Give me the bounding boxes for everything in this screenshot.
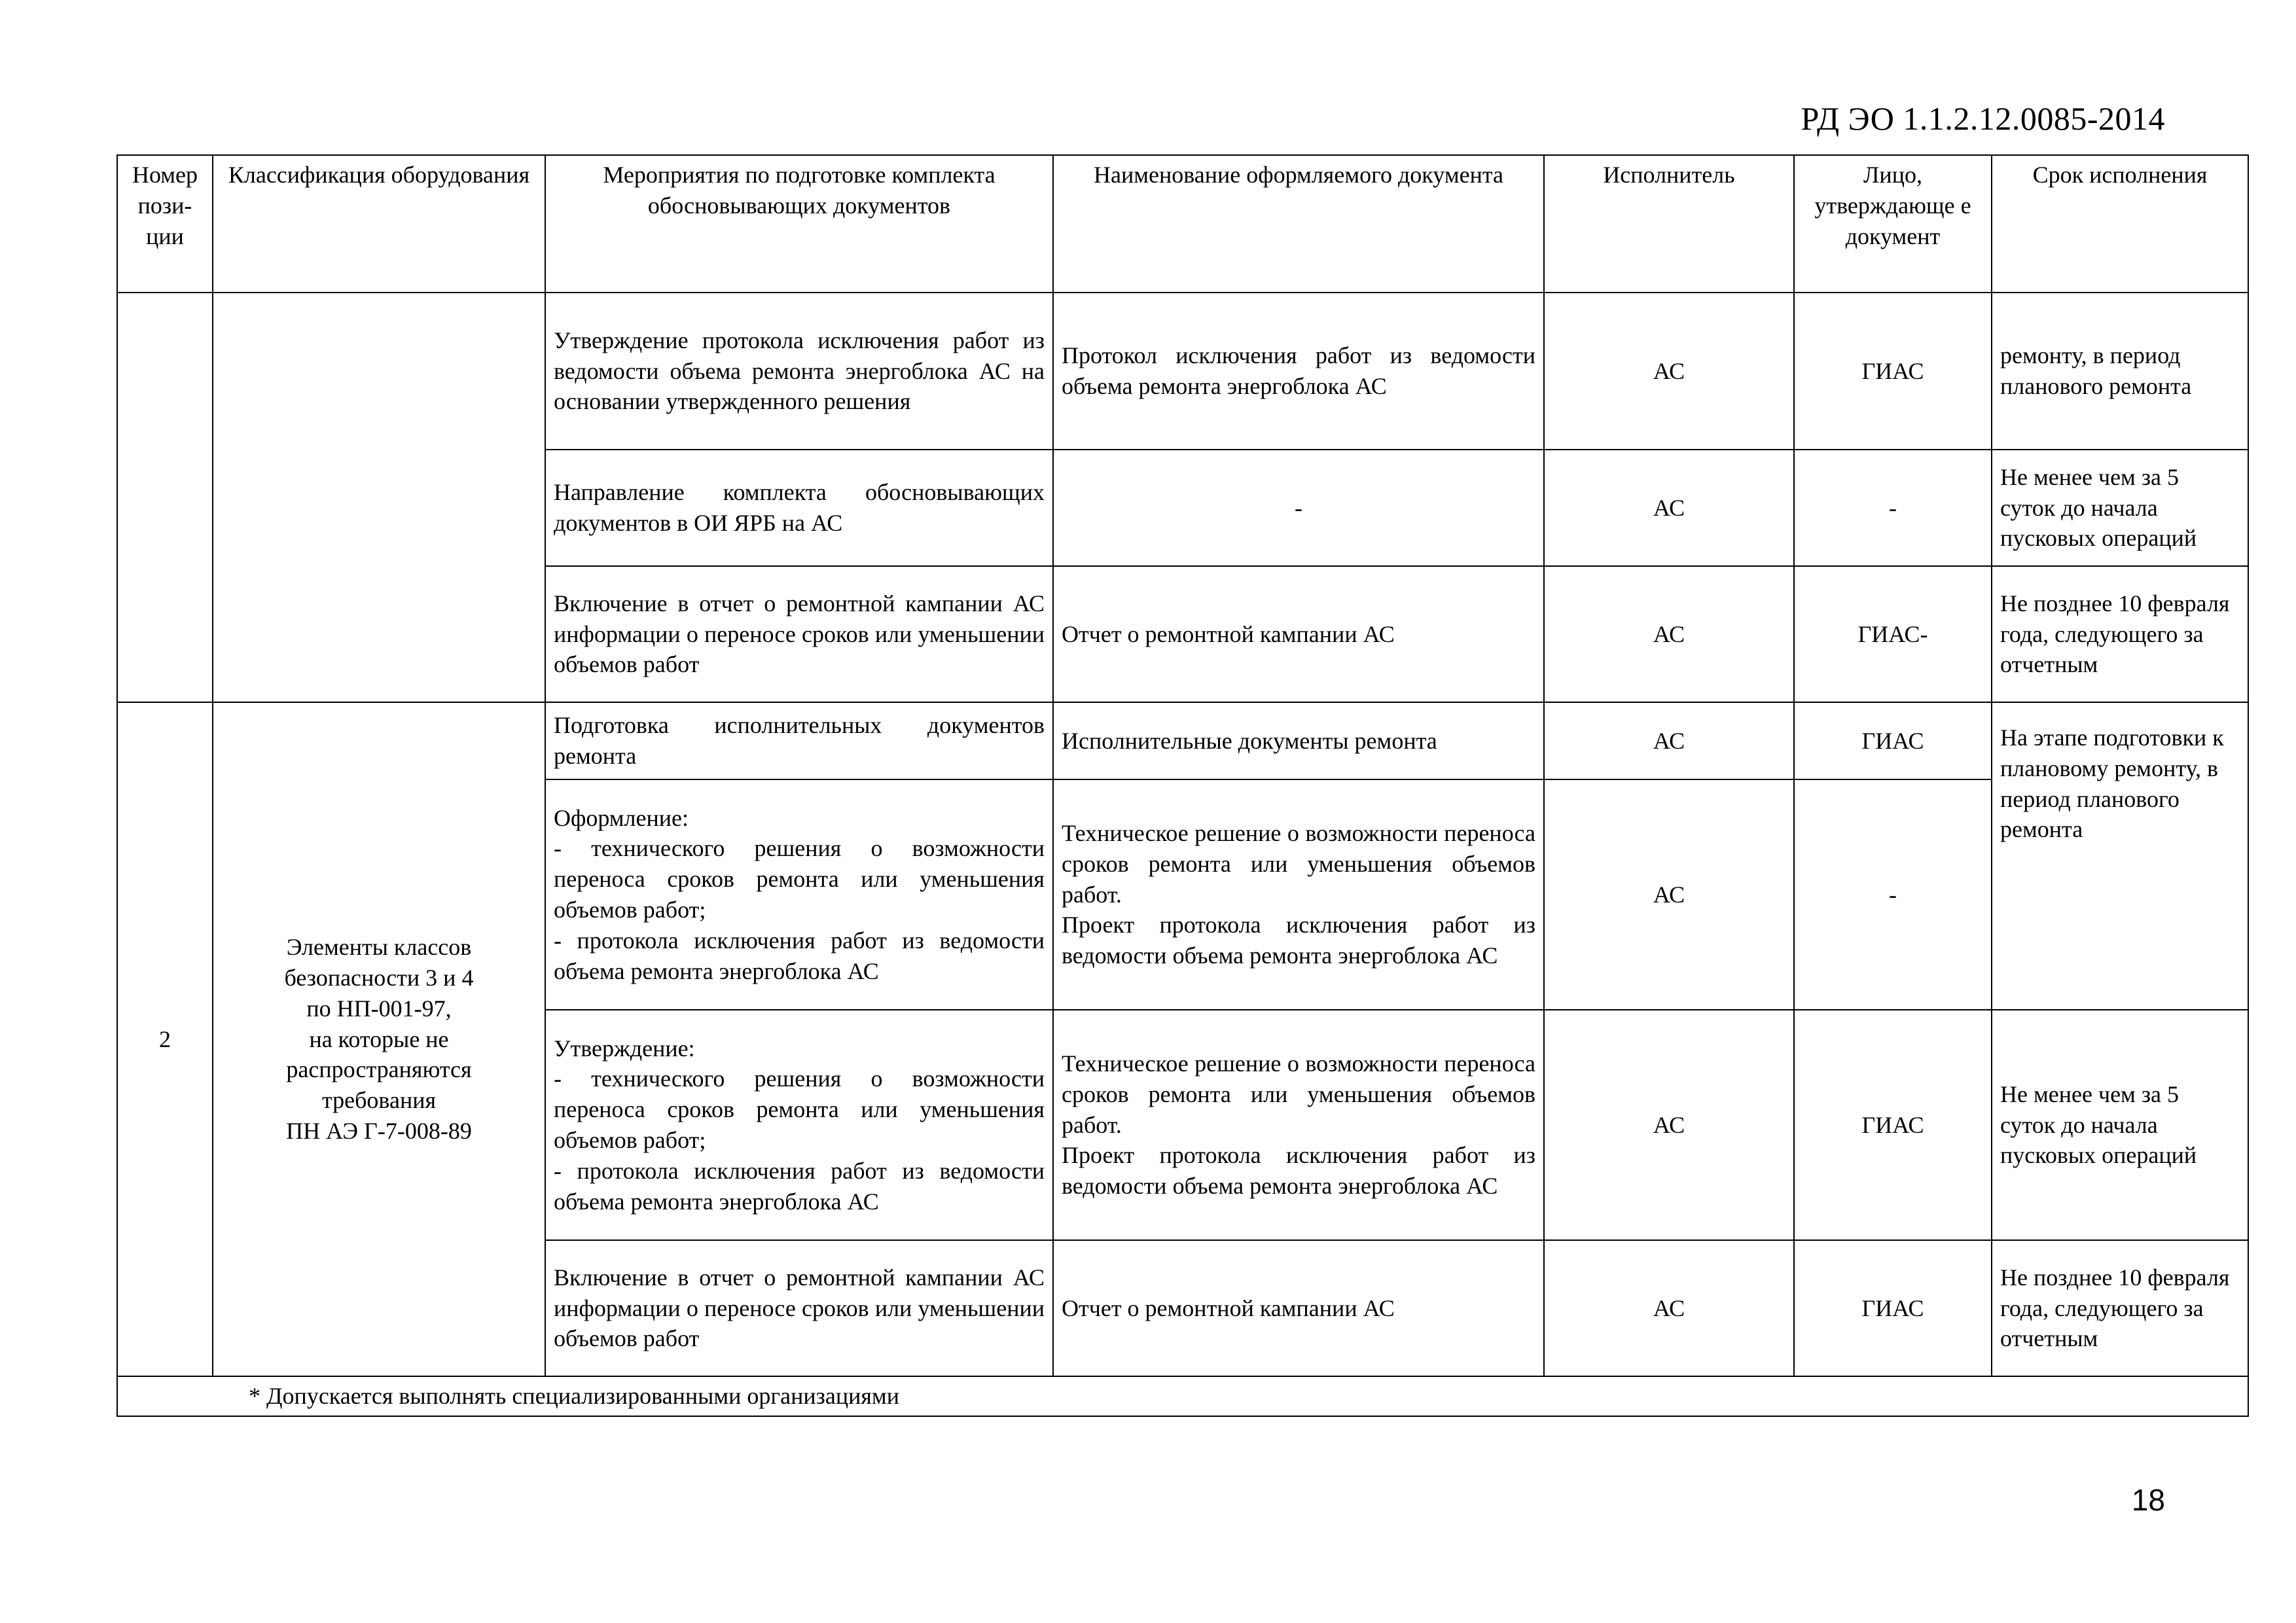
- document-item: Проект протокола исключения работ из ведомости объема ремонта энергоблока АС: [1062, 912, 1535, 969]
- footnote: * Допускается выполнять специализированными организациями: [117, 1376, 2248, 1416]
- activity-cell: Подготовка исполнительных документов ремонта: [545, 702, 1053, 779]
- approver-cell: ГИАС: [1794, 1010, 1992, 1240]
- activity-title: Оформление:: [554, 804, 689, 831]
- deadline-cell: Не позднее 10 февраля года, следующего за отчетным: [1992, 566, 2248, 702]
- activity-item: - протокола исключения работ из ведомости объема ремонта энергоблока АС: [554, 1157, 1045, 1215]
- column-header-position: Номер пози-ции: [117, 155, 213, 293]
- classification-line: по НП-001-97,: [306, 995, 452, 1022]
- classification-line: распространяются: [286, 1056, 472, 1083]
- activity-cell: Утверждение протокола исключения работ из ведомости объема ремонта энергоблока АС на основании утвержденного решения: [545, 293, 1053, 450]
- executor-cell: АС: [1544, 779, 1794, 1010]
- classification-line: требования: [321, 1087, 437, 1114]
- document-cell: Отчет о ремонтной кампании АС: [1053, 1240, 1544, 1376]
- column-header-executor: Исполнитель: [1544, 155, 1794, 293]
- approver-cell: -: [1794, 779, 1992, 1010]
- footnote-row: [117, 1376, 2248, 1416]
- document-item: Техническое решение о возможности переноса сроков ремонта или уменьшения объемов работ.: [1062, 820, 1535, 908]
- document-cell: Исполнительные документы ремонта: [1053, 702, 1544, 779]
- column-header-classification: Классификация оборудования: [213, 155, 545, 293]
- document-item: Проект протокола исключения работ из ведомости объема ремонта энергоблока АС: [1062, 1142, 1535, 1200]
- deadline-cell: Не менее чем за 5 суток до начала пусковых операций: [1992, 450, 2248, 566]
- approver-cell: ГИАС: [1794, 1240, 1992, 1376]
- activity-cell: Включение в отчет о ремонтной кампании АС информации о переносе сроков или уменьшении объемов работ: [545, 566, 1053, 702]
- deadline-cell: Не позднее 10 февраля года, следующего за отчетным: [1992, 1240, 2248, 1376]
- position-cell: 2: [117, 702, 213, 1376]
- classification-line: ПН АЭ Г-7-008-89: [286, 1117, 472, 1144]
- table-header-row: [117, 155, 2248, 293]
- column-header-activities: Мероприятия по подготовке комплекта обосновывающих документов: [545, 155, 1053, 293]
- table-row: [117, 293, 2248, 450]
- document-item: Техническое решение о возможности переноса сроков ремонта или уменьшения объемов работ.: [1062, 1050, 1535, 1138]
- classification-cell: [213, 293, 545, 702]
- activity-cell: [545, 779, 1053, 1010]
- activity-title: Утверждение:: [554, 1035, 695, 1061]
- executor-cell: АС: [1544, 450, 1794, 566]
- document-code: РД ЭО 1.1.2.12.0085-2014: [1801, 100, 2165, 137]
- approver-cell: ГИАС-: [1794, 566, 1992, 702]
- executor-cell: АС: [1544, 1240, 1794, 1376]
- column-header-approver: Лицо, утверждающе е документ: [1794, 155, 1992, 293]
- classification-line: Элементы классов: [286, 934, 472, 961]
- executor-cell: АС: [1544, 293, 1794, 450]
- activity-item: - технического решения о возможности переноса сроков ремонта или уменьшения объемов работ;: [554, 1065, 1045, 1153]
- classification-line: безопасности 3 и 4: [284, 965, 474, 991]
- approver-cell: -: [1794, 450, 1992, 566]
- document-cell: Отчет о ремонтной кампании АС: [1053, 566, 1544, 702]
- executor-cell: АС: [1544, 1010, 1794, 1240]
- classification-line: на которые не: [309, 1026, 449, 1052]
- document-cell: [1053, 1010, 1544, 1240]
- activity-cell: Направление комплекта обосновывающих документов в ОИ ЯРБ на АС: [545, 450, 1053, 566]
- approver-cell: ГИАС: [1794, 702, 1992, 779]
- deadline-cell: На этапе подготовки к плановому ремонту, в период планового ремонта: [1992, 702, 2248, 1010]
- column-header-deadline: Срок исполнения: [1992, 155, 2248, 293]
- document-cell: Протокол исключения работ из ведомости объема ремонта энергоблока АС: [1053, 293, 1544, 450]
- approver-cell: ГИАС: [1794, 293, 1992, 450]
- activity-item: - протокола исключения работ из ведомости объема ремонта энергоблока АС: [554, 927, 1045, 984]
- deadline-cell: ремонту, в период планового ремонта: [1992, 293, 2248, 450]
- column-header-document-name: Наименование оформляемого документа: [1053, 155, 1544, 293]
- position-cell: [117, 293, 213, 702]
- document-cell: -: [1053, 450, 1544, 566]
- work-plan-table: [117, 154, 2249, 1417]
- table-row: [117, 702, 2248, 779]
- activity-cell: [545, 1010, 1053, 1240]
- activity-cell: Включение в отчет о ремонтной кампании АС информации о переносе сроков или уменьшении объемов работ: [545, 1240, 1053, 1376]
- classification-cell: [213, 702, 545, 1376]
- executor-cell: АС: [1544, 702, 1794, 779]
- document-cell: [1053, 779, 1544, 1010]
- activity-item: - технического решения о возможности переноса сроков ремонта или уменьшения объемов работ;: [554, 835, 1045, 923]
- page-number: 18: [2131, 1483, 2165, 1517]
- executor-cell: АС: [1544, 566, 1794, 702]
- deadline-cell: Не менее чем за 5 суток до начала пусковых операций: [1992, 1010, 2248, 1240]
